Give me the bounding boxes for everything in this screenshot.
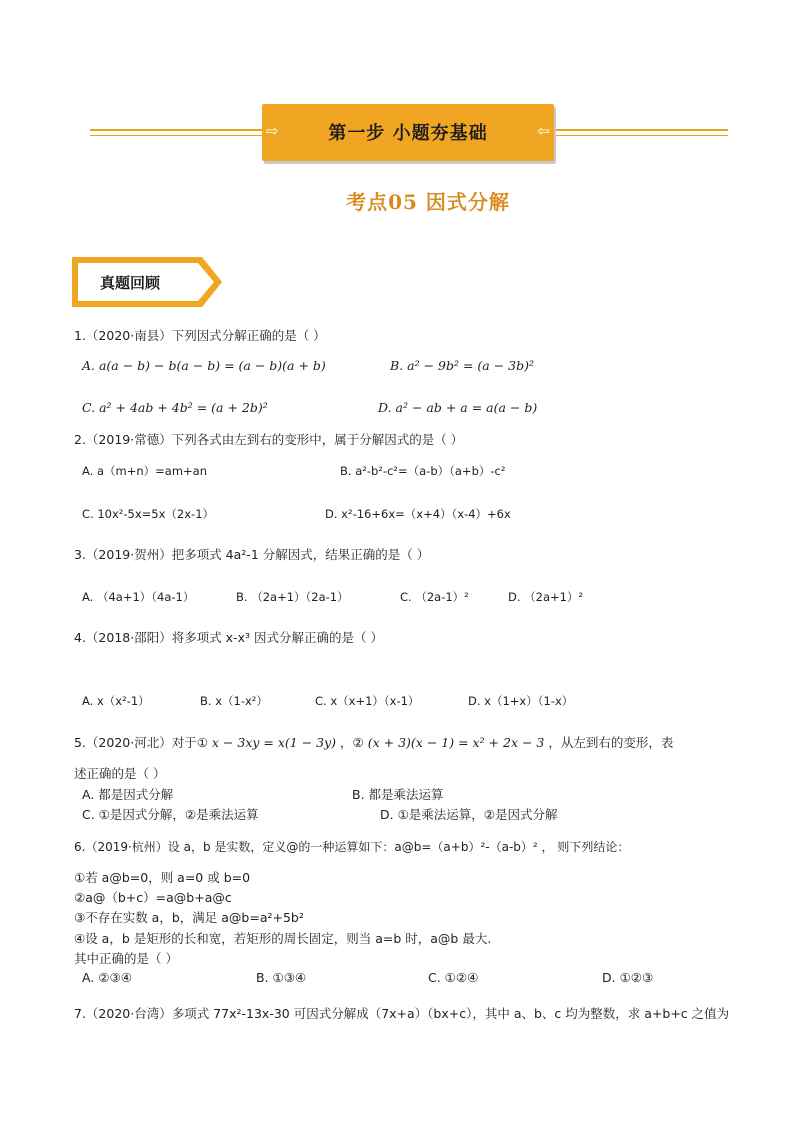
q5-stem-post: ，从左到右的变形，表	[548, 735, 674, 750]
q3-option-b[interactable]: B. （2a+1）（2a-1）	[236, 590, 349, 604]
banner-rule-right-top	[554, 129, 728, 131]
q5-option-d[interactable]: D. ①是乘法运算，②是因式分解	[380, 807, 558, 822]
q3-option-a[interactable]: A. （4a+1）（4a-1）	[82, 590, 195, 604]
topic-title: 考点05 因式分解	[346, 190, 510, 214]
q5-stem-mid: ，②	[340, 735, 364, 750]
question-4: 4.（2018·邵阳）将多项式 x-x³ 因式分解正确的是（ ）	[74, 630, 383, 645]
banner-rule-left-top	[90, 129, 262, 131]
banner-title: 第一步 小题夯基础	[328, 123, 488, 144]
q6-option-d[interactable]: D. ①②③	[602, 970, 654, 985]
q1-option-c[interactable]: C. a² + 4ab + 4b² = (a + 2b)²	[82, 400, 268, 415]
q4-option-d[interactable]: D. x（1+x）（1-x）	[468, 694, 574, 708]
q6-statement-4: ④设 a，b 是矩形的长和宽，若矩形的周长固定，则当 a=b 时，a@b 最大.	[74, 931, 492, 946]
q6-statement-2: ②a@（b+c）=a@b+a@c	[74, 890, 232, 905]
banner-rule-right-bottom	[554, 135, 728, 136]
q1-option-b[interactable]: B. a² − 9b² = (a − 3b)²	[390, 358, 534, 373]
q2-option-c[interactable]: C. 10x²-5x=5x（2x-1）	[82, 507, 215, 521]
q4-option-a[interactable]: A. x（x²-1）	[82, 694, 150, 708]
double-arrow-left-icon: ⇦	[537, 122, 550, 140]
q2-option-a[interactable]: A. a（m+n）=am+an	[82, 464, 208, 478]
step-banner	[262, 104, 554, 161]
q3-option-d[interactable]: D. （2a+1）²	[508, 590, 584, 604]
question-6: 6.（2019·杭州）设 a，b 是实数，定义@的一种运算如下：a@b=（a+b）²-（a-b）² ， 则下列结论：	[74, 840, 630, 854]
q3-option-c[interactable]: C. （2a-1）²	[400, 590, 469, 604]
q5-option-b[interactable]: B. 都是乘法运算	[352, 787, 444, 802]
question-1: 1.（2020·南县）下列因式分解正确的是（ ）	[74, 328, 326, 343]
q6-statement-1: ①若 a@b=0，则 a=0 或 b=0	[74, 870, 251, 885]
question-3: 3.（2019·贺州）把多项式 4a²-1 分解因式，结果正确的是（ ）	[74, 547, 430, 562]
section-tag	[72, 257, 222, 307]
q6-option-c[interactable]: C. ①②④	[428, 970, 479, 985]
q5-option-c[interactable]: C. ①是因式分解，②是乘法运算	[82, 807, 259, 822]
q2-option-d[interactable]: D. x²-16+6x=（x+4）（x-4）+6x	[325, 507, 511, 521]
q6-option-b[interactable]: B. ①③④	[256, 970, 307, 985]
banner-rule-left-bottom	[90, 135, 262, 136]
q1-option-a[interactable]: A. a(a − b) − b(a − b) = (a − b)(a + b)	[82, 358, 326, 373]
question-7: 7.（2020·台湾）多项式 77x²-13x-30 可因式分解成（7x+a）（bx+c），其中 a、b、c 均为整数，求 a+b+c 之值为	[74, 1006, 730, 1021]
q6-statement-3: ③不存在实数 a，b，满足 a@b=a²+5b²	[74, 910, 304, 925]
q2-option-b[interactable]: B. a²-b²-c²=（a-b）（a+b）-c²	[340, 464, 506, 478]
q5-expression-1: x − 3xy = x(1 − 3y)	[211, 735, 337, 750]
q6-ask: 其中正确的是（ ）	[74, 951, 178, 966]
q6-option-a[interactable]: A. ②③④	[82, 970, 132, 985]
q1-option-d[interactable]: D. a² − ab + a = a(a − b)	[378, 400, 538, 415]
q4-option-c[interactable]: C. x（x+1）（x-1）	[315, 694, 420, 708]
q5-option-a[interactable]: A. 都是因式分解	[82, 787, 174, 802]
q5-stem-pre: 5.（2020·河北）对于①	[74, 735, 208, 750]
double-arrow-right-icon: ⇨	[266, 122, 279, 140]
q4-option-b[interactable]: B. x（1-x²）	[200, 694, 268, 708]
q5-stem-continued: 述正确的是（ ）	[74, 766, 166, 781]
section-tag-label: 真题回顾	[100, 274, 161, 292]
q5-expression-2: (x + 3)(x − 1) = x² + 2x − 3	[367, 735, 545, 750]
question-5	[74, 733, 673, 751]
question-2: 2.（2019·常德）下列各式由左到右的变形中，属于分解因式的是（ ）	[74, 432, 464, 447]
